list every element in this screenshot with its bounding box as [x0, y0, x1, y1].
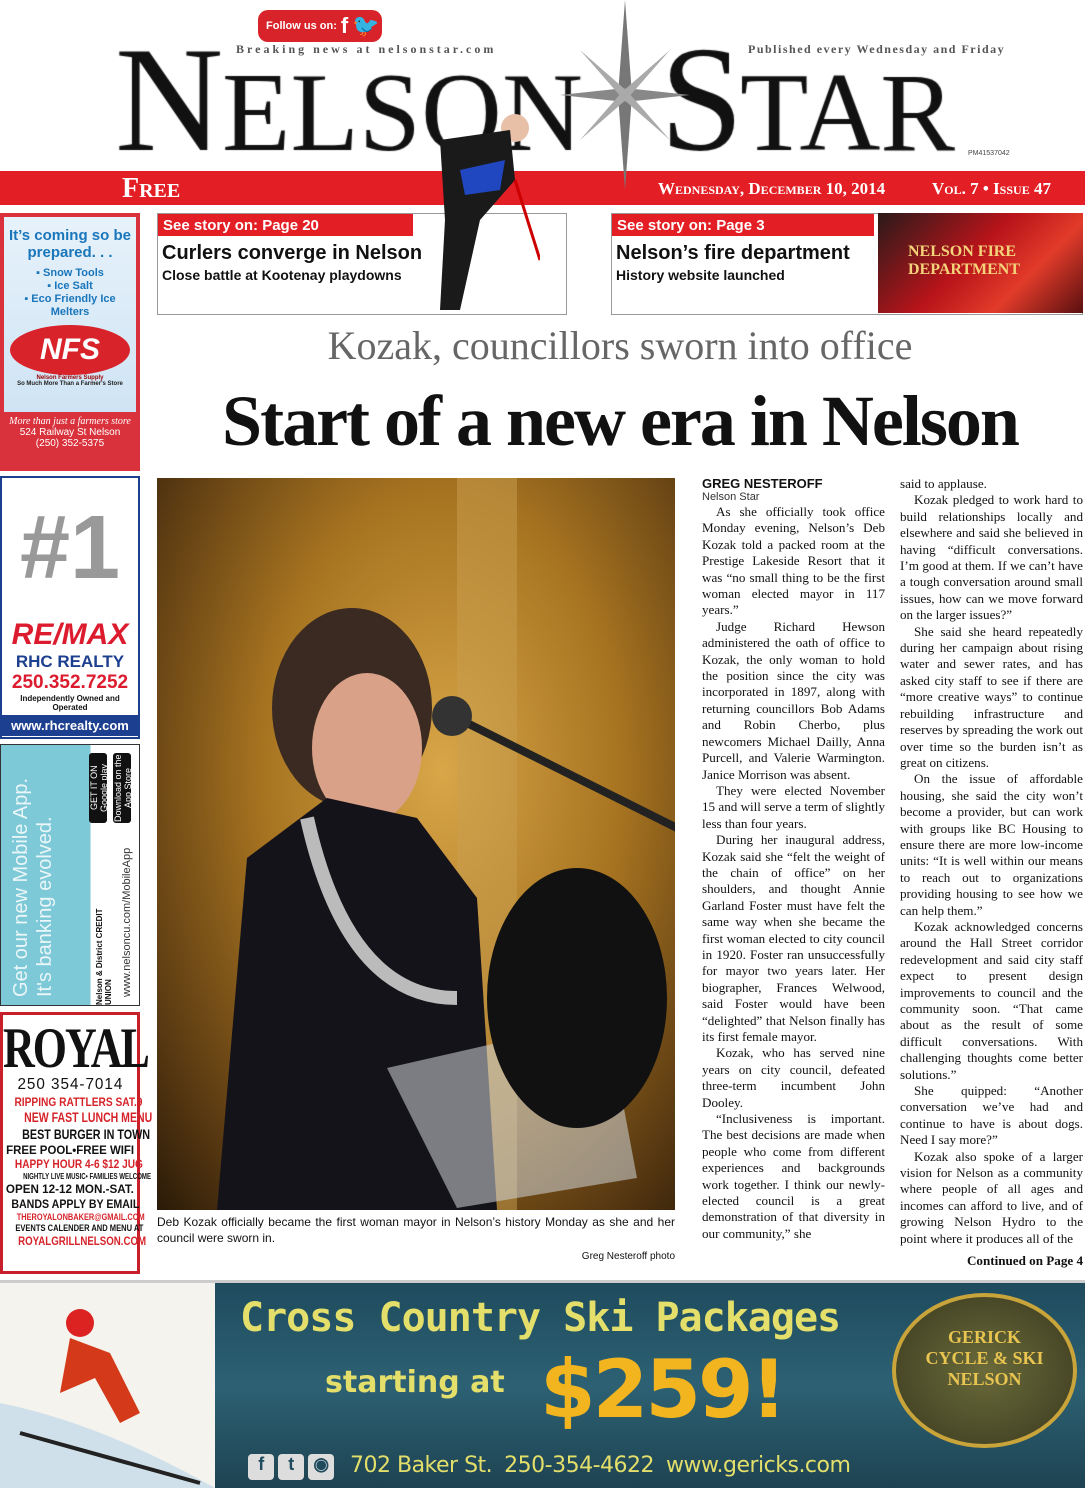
ad-url[interactable]: www.rhcrealty.com	[2, 715, 138, 736]
paragraph: She said she heard repeatedly during her campaign about rising water and sewer rates, and has asked city staff to see if there are “more creative ways” to continue rebuilding infrastructure and reserves by spreading the work out over time so the burden isn’t as great on citizens.	[900, 623, 1083, 770]
ad-starting-at: starting at	[325, 1365, 505, 1400]
ad-royal-grill[interactable]	[0, 1012, 153, 1274]
compass-star-icon	[560, 0, 690, 190]
story-headline: Start of a new era in Nelson	[222, 381, 1018, 461]
fire-truck-photo: NELSON FIRE DEPARTMENT	[878, 213, 1083, 313]
tagline-breaking-news: Breaking news at nelsonstar.com	[236, 42, 497, 56]
ad-line	[3, 1126, 151, 1143]
ad-line-text: BANDS APPLY BY EMAIL	[11, 1196, 140, 1211]
ad-remax[interactable]	[0, 476, 140, 739]
paragraph: Judge Richard Hewson administered the oath of office to Kozak, the only woman to hold the position since the city was incorporated in 1897, along with returning councillors Bob Adams and Robin Cherbo, plus newcomers Michael Dailly, Anna Purcell, and Valerie Warmington. Janice Morrison was absent.	[702, 618, 885, 782]
story-subhead: Kozak, councillors sworn into office	[327, 323, 913, 368]
instagram-icon[interactable]: ◉	[308, 1454, 334, 1480]
ad-url[interactable]: www.nelsoncu.com/MobileApp	[121, 847, 133, 997]
ad-line	[3, 1094, 143, 1109]
ad-headline: Get our new Mobile App. It's banking evolved.	[10, 777, 56, 997]
ad-line	[3, 1211, 145, 1222]
ad-line	[3, 1222, 144, 1233]
twitter-icon[interactable]: t	[278, 1454, 304, 1480]
ad-line-text: THEROYALONBAKER@GMAIL.COM	[16, 1211, 145, 1222]
paragraph: Kozak also spoke of a larger vision for Nelson as a community where people of all ages and incomes can afford to live, and of growing Nelson Hydro to the point where it produces all of the	[900, 1148, 1083, 1246]
ad-line	[3, 1234, 147, 1249]
ad-phone: (250) 352-5375	[35, 438, 105, 449]
facebook-icon[interactable]: f	[340, 13, 349, 38]
ad-line-text: HAPPY HOUR 4-6 $12 JUG	[14, 1157, 143, 1172]
photo-credit: Greg Nesteroff photo	[581, 1251, 675, 1262]
ad-item: ▪ Ice Salt	[47, 280, 93, 292]
ad-line	[3, 1109, 153, 1126]
curler-photo	[420, 110, 540, 310]
ad-line	[3, 1157, 143, 1172]
paragraph: Kozak acknowledged concerns around the Hall Street corridor redevelopment and said city staff expect to present design improvements to council and the community soon. “That came about as the result of some difficult conversations. With challenging thoughts come better solutions.”	[900, 918, 1083, 1082]
ad-brand: Nelson & District CREDIT UNION	[95, 908, 113, 1005]
ad-address: 702 Baker St.	[350, 1453, 493, 1478]
paragraph: On the issue of affordable housing, she said the city won’t become a provider, but can work with groups like BC Housing to ensure there are more low-income units: “It is well within our means to reach out to organizations providing housing to see how we can help them.”	[900, 771, 1083, 918]
ad-brand: Nelson Farmers Supply	[36, 375, 104, 381]
paragraph: They were elected November 15 and will serve a term of slightly less than four years.	[702, 782, 885, 831]
teaser-page-ref: See story on: Page 20	[158, 214, 413, 236]
teaser-headline: Curlers converge in Nelson	[162, 242, 423, 264]
paragraph: Kozak, who has served nine years on city council, defeated three-term incumbent John Dooley.	[702, 1045, 885, 1110]
skier-illustration	[0, 1283, 215, 1488]
remax-logo: RE/MAX	[11, 618, 129, 651]
article-column-2	[900, 476, 1083, 1270]
pm-number: PM41537042	[968, 150, 1010, 157]
ad-headline: It’s coming so be prepared. . .	[9, 227, 131, 261]
google-play-badge[interactable]: GET IT ON Google play	[89, 753, 107, 823]
ad-line-text: NIGHTLY LIVE MUSIC• FAMILIES WELCOME	[23, 1171, 152, 1181]
ad-line	[3, 1171, 152, 1181]
ad-item: ▪ Eco Friendly Ice Melters	[24, 293, 116, 318]
byline-source: Nelson Star	[702, 491, 760, 503]
ad-price: $259!	[540, 1343, 785, 1436]
volume-issue: Vol. 7 • Issue 47	[932, 179, 1051, 198]
ad-nelson-farmers-supply[interactable]	[0, 213, 140, 471]
paragraph: As she officially took office Monday evening, Nelson’s Deb Kozak told a packed room at the Prestige Lakeside Resort that it was “no small thing to be the first woman elected mayor in 117 years.”	[702, 504, 885, 618]
ad-item: ▪ Snow Tools	[36, 267, 104, 279]
teaser-headline: Nelson’s fire department	[616, 242, 850, 264]
paragraph: “Inclusiveness is important. The best decisions are made when people who come from different experiences and backgrounds work together. I think our newly-elected council is a great demonstration of that diversity in our community,” she	[702, 1111, 885, 1241]
ad-line	[3, 1183, 137, 1196]
ad-line	[3, 1196, 140, 1211]
ad-office: RHC REALTY	[15, 652, 125, 671]
twitter-icon[interactable]: 🐦	[352, 13, 380, 38]
follow-label: Follow us on:	[266, 20, 337, 32]
ad-line-text: EVENTS CALENDER AND MENU AT	[15, 1222, 144, 1233]
royal-logo: ROYAL	[3, 1016, 148, 1081]
date-band	[0, 171, 1085, 205]
app-store-badge[interactable]: Download on the App Store	[113, 754, 133, 822]
nelson-star-logo	[0, 0, 1085, 171]
nfs-logo: NFS	[10, 325, 130, 375]
ad-address: 524 Railway St Nelson	[19, 427, 121, 438]
continued-link[interactable]: Continued on Page 4	[966, 1253, 1083, 1269]
ad-slogan: So Much More Than a Farmer's Store	[17, 381, 123, 387]
paragraph: said to applause.	[900, 476, 987, 491]
free-label: Free	[122, 173, 181, 204]
ad-note: Independently Owned and Operated	[20, 694, 120, 712]
mayor-photo	[157, 478, 675, 1210]
ad-phone: 250.352.7252	[11, 672, 129, 693]
article-column-1	[702, 476, 885, 1242]
ad-phone: 250-354-4622	[504, 1453, 655, 1478]
ad-credit-union-app[interactable]	[0, 744, 140, 1006]
issue-date: Wednesday, December 10, 2014	[658, 179, 886, 198]
tagline-published: Published every Wednesday and Friday	[748, 42, 1006, 56]
teaser-subhead: Close battle at Kootenay playdowns	[162, 267, 402, 283]
ad-gericks[interactable]	[0, 1280, 1085, 1488]
teaser-page-ref: See story on: Page 3	[612, 214, 874, 236]
follow-us-badge[interactable]	[258, 10, 382, 42]
photo-caption: Deb Kozak officially became the first woman mayor in Nelson’s history Monday as she and her council were sworn in.	[157, 1215, 675, 1245]
teaser-subhead: History website launched	[616, 267, 785, 283]
ad-line-text: ROYALGRILLNELSON.COM	[18, 1234, 147, 1249]
paragraph: She quipped: “Another conversation we’ve had and continue to have is about dogs. Need I say more?”	[900, 1083, 1083, 1148]
ad-line-text: NEW FAST LUNCH MENU	[24, 1109, 153, 1126]
paragraph: During her inaugural address, Kozak said she “felt the weight of the chain of office” on her shoulders, and thought Annie Garland Foster must have felt the same way when she became the first woman elected to city council in 1920. Foster ran unsuccessfully for mayor two years later. Her biographer, Frances Welwood, said Foster would have been “delighted” that Nelson finally has its first female mayor.	[702, 832, 885, 1044]
number-one-balloon-graphic: #1	[19, 498, 121, 598]
ad-line-text: BEST BURGER IN TOWN	[22, 1126, 151, 1143]
ad-tagline: More than just a farmers store	[9, 416, 131, 427]
facebook-icon[interactable]: f	[248, 1454, 274, 1480]
ad-phone: 250 354-7014	[17, 1076, 123, 1093]
ad-contact-row	[248, 1451, 850, 1480]
ad-line-text: RIPPING RATTLERS SAT.9	[14, 1094, 143, 1109]
ad-url[interactable]: www.gericks.com	[666, 1453, 851, 1478]
paragraph: Kozak pledged to work hard to build relationships locally and elsewhere and said she believed in having “difficult conversations. I’m good at them. If we can’t have a tough conversation around small issues, how can we move forward on the larger issues?”	[900, 492, 1083, 623]
gericks-logo: GERICK CYCLE & SKI NELSON	[892, 1293, 1077, 1448]
ad-headline: Cross Country Ski Packages	[240, 1295, 841, 1341]
byline: GREG NESTEROFF	[702, 476, 823, 491]
ad-line-text: OPEN 12-12 MON.-SAT.	[6, 1182, 134, 1197]
ad-line-text: FREE POOL•FREE WIFI	[6, 1142, 135, 1157]
ad-line	[3, 1144, 137, 1157]
